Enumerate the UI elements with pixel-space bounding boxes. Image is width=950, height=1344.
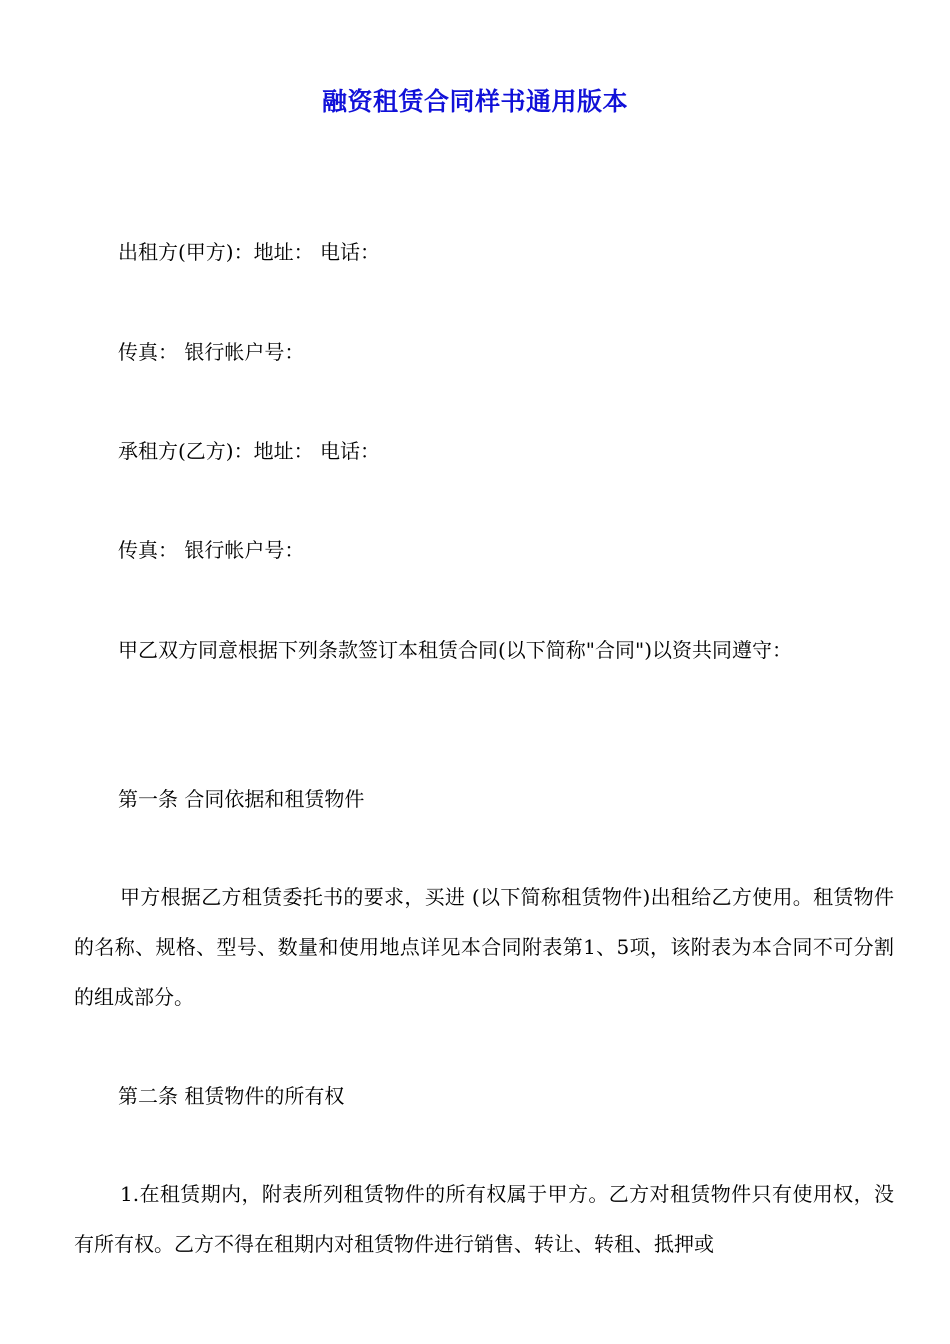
intro-paragraph: 甲乙双方同意根据下列条款签订本租赁合同(以下简称"合同")以资共同遵守： — [118, 638, 793, 662]
document-title: 融资租赁合同样书通用版本 — [321, 87, 628, 116]
article2-item1: 1.在租赁期内，附表所列租赁物件的所有权属于甲方。乙方对租赁物件只有使用权，没有所有权。乙方不得在租期内对租赁物件进行销售、转让、转租、抵押或 — [74, 1182, 894, 1256]
article1-body: 甲方根据乙方租赁委托书的要求，买进 (以下简称租赁物件)出租给乙方使用。租赁物件的名称、规格、型号、数量和使用地点详见本合同附表第1、5项，该附表为本合同不可分割的组成部分。 — [74, 885, 894, 1009]
lessee-info-line: 承租方(乙方)：地址： 电话： — [118, 439, 380, 463]
article2-heading: 第二条 租赁物件的所有权 — [118, 1084, 345, 1108]
lessor-fax-line: 传真： 银行帐户号： — [118, 340, 305, 364]
article1-heading: 第一条 合同依据和租赁物件 — [118, 787, 365, 811]
lessee-fax-line: 传真： 银行帐户号： — [118, 538, 305, 562]
lessor-info-line: 出租方(甲方)：地址： 电话： — [118, 240, 380, 264]
